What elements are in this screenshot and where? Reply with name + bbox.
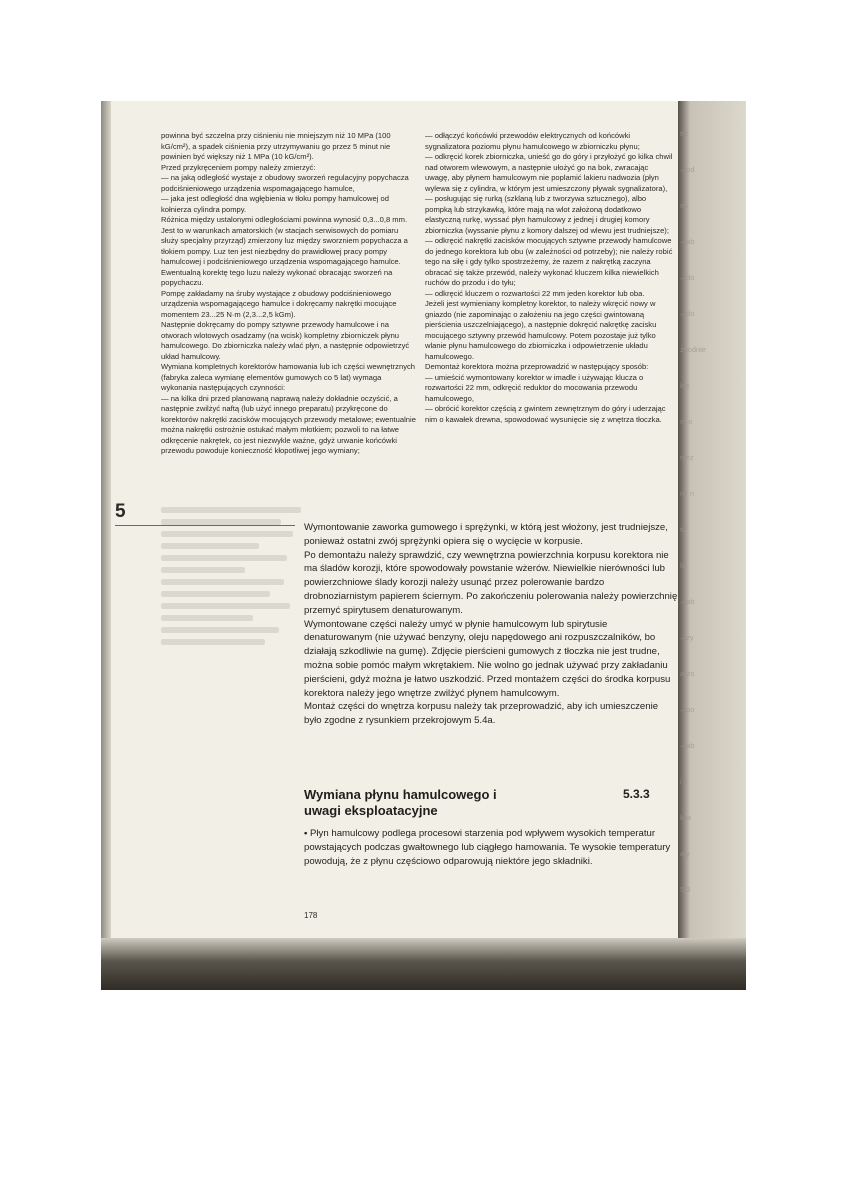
bleed-text: i z	[680, 777, 688, 786]
paragraph: Montaż części do wnętrza korpusu należy tak przeprowadzić, aby ich umieszczenie było zgodne z rysunkiem przekrojowym 5.4a.	[304, 701, 659, 727]
bleed-text: – po	[680, 705, 695, 714]
bleed-text: – do	[680, 309, 695, 318]
scanned-page-photo	[101, 101, 746, 990]
section-body	[304, 827, 678, 868]
bleed-text: tu	[680, 525, 687, 534]
paragraph: Po demontażu należy sprawdzić, czy wewnętrzna powierzchnia korpusu korektora nie ma śladów korozji, które spowodowały powstanie wżerów. Niewielkie nierówności lub powierzchniowe ślady korozji należy usunąć przez polerowanie bardzo drobnoziarnistym papierem ściernym. Po zakończeniu polerowania należy powierzchnię przemyć spirytusem denaturowanym.	[304, 549, 678, 616]
bleed-text: aty	[680, 849, 690, 858]
main-text	[304, 521, 678, 728]
section-heading: Wymiana płynu hamulcowego i uwagi eksploatacyjne	[304, 787, 497, 818]
bleed-text: kię	[680, 381, 690, 390]
paragraph: Wymiana kompletnych korektorów hamowania lub ich części wewnętrznych (fabryka zaleca wymianę elementów gumowych co 5 lat) wymaga wykonania następujących czynności:	[161, 362, 416, 392]
paragraph: Wymontowanie zaworka gumowego i sprężynki, w którą jest włożony, jest trudniejsze, ponieważ ostatni zwój sprężynki opiera się o wycięcie w korpusie.	[304, 522, 668, 547]
paragraph: — odkręcić nakrętki zacisków mocujących sztywne przewody hamulcowe do jednego korektora lub obu (w zależności od potrzeby); nie należy robić tego na siłę i gdy tylko spostrzeżemy, że razem z nakrętką zaczyna obracać się także przewód, należy wykonać kluczem kilka niewielkich ruchów do przodu i do tyłu;	[425, 236, 673, 287]
bleed-text: mi	[680, 201, 688, 210]
bleed-text: trz	[680, 129, 689, 138]
paragraph: Przed przykręceniem pompy należy zmierzyć:	[161, 162, 316, 172]
paragraph: Różnica między ustalonymi odległościami powinna wynosić 0,3...0,8 mm. Jest to w warunkach amatorskich (w stacjach serwisowych do pomiaru służy specjalny przyrząd) zmierzony luz między sworzniem popychacza a tłokiem pompy. Luz ten jest niezbędny do prawidłowej pracy pompy hamulcowej i podciśnieniowego urządzenia wspomagającego hamulce. Ewentualną korektę tego luzu należy wykonać obracając sworzeń na popychaczu.	[161, 215, 408, 287]
page-number: 178	[304, 911, 318, 920]
paragraph: Jeżeli jest wymieniany kompletny korektor, to należy wkręcić nowy w gniazdo (nie zapominając o założeniu na jego części gwintowaną pierścienia uszczelniającego), a następnie dokręcić nakrętkę zacisku mocującego sztywny przewód hamulcowy. Potem pozostaje już tylko wlanie płynu hamulcowego do zbiorniczka i odpowietrzenie układu hamulcowego.	[425, 299, 657, 361]
paragraph: — na kilka dni przed planowaną naprawą należy dokładnie oczyścić, a następnie zwilżyć naftą (lub użyć innego preparatu) przykręcone do korektorów nakrętki zacisków mocujących przewody metalowe; ewentualnie można nakrętki ostrożnie ostukać małym młotkiem; pozwoli to na łatwe odkręcenie nakrętek, co jest niezwykle ważne, gdyż urwanie końcówki przewodu powoduje konieczność kłopotliwej jego wymiany;	[161, 393, 416, 455]
show-through-text	[161, 501, 301, 651]
paragraph: — obrócić korektor częścią z gwintem zewnętrznym do góry i uderzając nim o kawałek drewna, spowodować wysunięcie się z wnętrza tłoczka.	[425, 404, 666, 424]
bleed-text: – do	[680, 273, 695, 282]
paragraph: — na jaką odległość wystaje z obudowy sworzeń regulacyjny popychacza podciśnieniowego urządzenia wspomagającego hamulce,	[161, 173, 409, 193]
bleed-text: k w	[680, 813, 692, 822]
bleed-text: 5.3	[680, 885, 691, 894]
bleed-text: ny n	[680, 489, 694, 498]
paragraph: Demontaż korektora można przeprowadzić w następujący sposób:	[425, 362, 649, 371]
bleed-text: arzo	[680, 669, 695, 678]
section-body-text: Płyn hamulcowy podlega procesowi starzenia pod wpływem wysokich temperatur powstających podczas gwałtownego lub ciągłego hamowania. Te wysokie temperatury powodują, że z płynu częściowo odparowują niektóre jego składniki.	[304, 828, 671, 867]
bleed-text: la	[680, 561, 686, 570]
bleed-text: – zy	[680, 633, 694, 642]
left-column	[161, 131, 417, 457]
paragraph: Pompę zakładamy na śruby wystające z obudowy podciśnieniowego urządzenia wspomagającego hamulce i dokręcamy nakrętki mocujące momentem 23...25 N·m (2,3...2,5 kGm).	[161, 288, 397, 319]
paragraph: — odłączyć końcówki przewodów elektrycznych od końcówki sygnalizatora poziomu płynu hamulcowego w zbiorniczku płynu;	[425, 131, 640, 151]
paragraph: — umieścić wymontowany korektor w imadle i używając klucza o rozwartości 22 mm, odkręcić reduktor do mocowania przewodu hamulcowego,	[425, 372, 644, 403]
page-edge-left	[101, 101, 111, 990]
bleed-text: – ab	[680, 741, 695, 750]
section-number: 5.3.3	[623, 787, 650, 801]
bleed-text: – ab	[680, 237, 695, 246]
paragraph: — posługując się rurką (szklaną lub z tworzywa sztucznego), albo pompką lub strzykawką, które mają na wlot założoną dodatkowo elastyczną rurkę, wyssać płyn hamulcowy z jednej i drugiej komory zbiorniczka (wyssanie płynu z komory dalszej od wlewu jest trudniejsze);	[425, 194, 669, 235]
adjacent-page-edge	[678, 101, 746, 990]
chapter-marker: 5	[115, 501, 126, 522]
right-column	[425, 131, 674, 425]
paragraph: Wymontowane części należy umyć w płynie hamulcowym lub spirytusie denaturowanym (nie używać benzyny, oleju napędowego ani rozpuszczalników, bo działają szkodliwie na gumę). Zdjęcie pierścieni gumowych z tłoczka nie jest trudne, można sobie pomóc małym wkrętakiem. Nie wolno go jednak używać przy zakładaniu pierścieni, gdyż można je łatwo uszkodzić. Przed montażem części do środka korpusu korektora należy jego wnętrze zwilżyć płynem hamulcowym.	[304, 618, 671, 699]
paragraph: — odkręcić korek zbiorniczka, unieść go do góry i przyłożyć go kilka chwil nad otworem wlewowym, a następnie ułożyć go na bok, zwracając uwagę, aby płynem hamulcowym nie poplamić lakieru nadwozia (płyn wylewa się z cylindra, w którym jest umieszczony pływak sygnalizatora),	[425, 152, 673, 193]
paragraph: — jaka jest odległość dna wgłębienia w tłoku pompy hamulcowej od kołnierza cylindra pompy.	[161, 194, 389, 214]
paragraph: — odkręcić kluczem o rozwartości 22 mm jeden korektor lub oba.	[425, 288, 645, 298]
paragraph: Następnie dokręcamy do pompy sztywne przewody hamulcowe i na otworach wlotowych osadzamy (na wcisk) kompletny zbiorniczek płynu hamulcowego. Do zbiorniczka należy wlać płyn, a następnie odpowietrzyć układ hamulcowy.	[161, 320, 410, 361]
bleed-text: niez	[680, 453, 694, 462]
bleed-text: zgodnie	[680, 345, 706, 354]
bleed-text: – od	[680, 165, 695, 174]
bullet-icon: •	[304, 828, 308, 839]
paragraph: powinna być szczelna przy ciśnieniu nie mniejszym niż 10 MPa (100 kG/cm²), a spadek ciśnienia przy utrzymywaniu go przez 5 minut nie powinien być większy niż 1 MPa (10 kG/cm²).	[161, 131, 391, 161]
bleed-text: – ab	[680, 597, 695, 606]
scanner-shadow-strip	[101, 938, 746, 990]
bleed-text: m o	[680, 417, 693, 426]
